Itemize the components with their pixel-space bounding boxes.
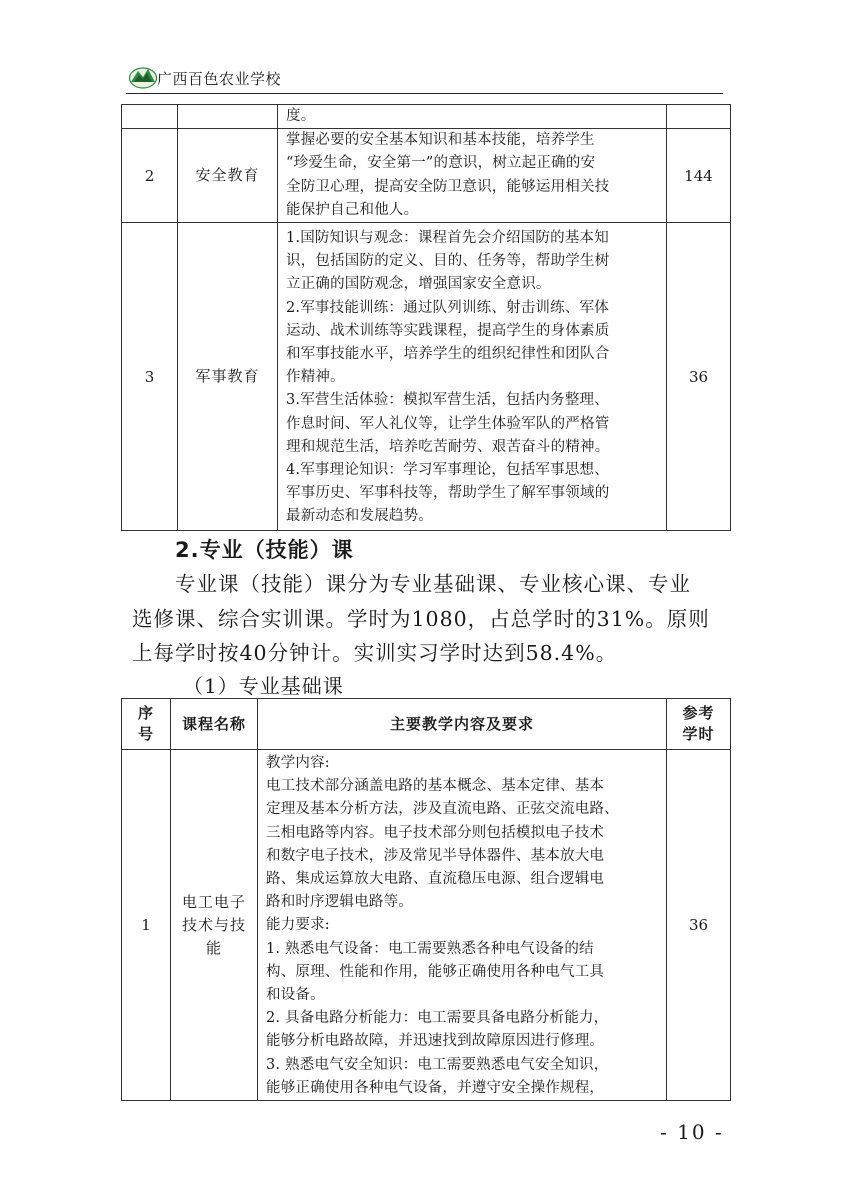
table-row bbox=[122, 129, 731, 223]
school-logo-icon bbox=[128, 61, 158, 91]
content-line: 三相电路等内容。电子技术部分则包括模拟电子技术 bbox=[266, 824, 605, 841]
content-line: 4.军事理论知识：学习军事理论，包括军事思想、 bbox=[286, 462, 609, 479]
content-line: 全防卫心理，提高安全防卫意识，能够运用相关技 bbox=[286, 178, 610, 195]
paragraph-line: 上每学时按40分钟计。实训实习学时达到58.4%。 bbox=[132, 641, 618, 665]
content-line: “珍爱生命，安全第一”的意识，树立起正确的安 bbox=[286, 155, 596, 172]
content-line: 构、原理、性能和作用，能够正确使用各种电气工具 bbox=[266, 963, 605, 980]
row-number bbox=[122, 105, 178, 129]
content-line: 能力要求: bbox=[266, 917, 330, 934]
course-hours: 36 bbox=[667, 750, 731, 1101]
section-paragraph bbox=[132, 567, 722, 671]
content-line: 和数字电子技术，涉及常见半导体器件、基本放大电 bbox=[266, 847, 605, 864]
header-number: 序 号 bbox=[122, 699, 171, 750]
page-number: - 10 - bbox=[660, 1120, 724, 1144]
course-hours: 36 bbox=[667, 223, 731, 531]
content-line: 和设备。 bbox=[266, 987, 325, 1004]
course-content bbox=[278, 105, 667, 129]
table-row bbox=[122, 750, 731, 1101]
content-line: 作息时间、军人礼仪等，让学生体验军队的严格管 bbox=[286, 415, 610, 432]
content-line: 3. 熟悉电气安全知识：电工需要熟悉电气安全知识， bbox=[266, 1056, 609, 1073]
content-line: 最新动态和发展趋势。 bbox=[286, 508, 433, 525]
header-content: 主要教学内容及要求 bbox=[258, 699, 667, 750]
course-hours bbox=[667, 105, 731, 129]
content-line: 定理及基本分析方法，涉及直流电路、正弦交流电路、 bbox=[266, 801, 619, 818]
table-public-courses bbox=[121, 104, 731, 531]
content-line: 理和规范生活，培养吃苦耐劳、艰苦奋斗的精神。 bbox=[286, 438, 610, 455]
content-line: 掌握必要的安全基本知识和基本技能，培养学生 bbox=[286, 132, 595, 149]
content-line: 作精神。 bbox=[286, 369, 345, 386]
paragraph-line: 专业课（技能）课分为专业基础课、专业核心课、专业 bbox=[175, 572, 691, 596]
content-line: 识，包括国防的定义、目的、任务等，帮助学生树 bbox=[286, 253, 610, 270]
table-basic-courses bbox=[121, 698, 731, 1101]
section-title: 2.专业（技能）课 bbox=[175, 538, 354, 562]
course-name: 安全教育 bbox=[178, 129, 278, 223]
course-content bbox=[258, 750, 667, 1101]
content-line: 能保护自己和他人。 bbox=[286, 201, 419, 218]
table-header-row bbox=[122, 699, 731, 750]
school-name: 广西百色农业学校 bbox=[157, 70, 282, 88]
table-row bbox=[122, 105, 731, 129]
content-line: 军事历史、军事科技等，帮助学生了解军事领域的 bbox=[286, 485, 610, 502]
course-hours: 144 bbox=[667, 129, 731, 223]
paragraph-line: 选修课、综合实训课。学时为1080，占总学时的31%。原则 bbox=[132, 606, 710, 631]
content-line: 能够正确使用各种电气设备，并遵守安全操作规程， bbox=[266, 1079, 605, 1096]
content-line: 电工技术部分涵盖电路的基本概念、基本定律、基本 bbox=[266, 778, 605, 795]
subsection-title: （1）专业基础课 bbox=[183, 674, 344, 698]
course-name: 电工电子 技术与技 能 bbox=[171, 750, 258, 1101]
content-line: 教学内容: bbox=[266, 755, 330, 771]
course-content bbox=[278, 129, 667, 223]
row-number: 1 bbox=[122, 750, 171, 1101]
course-content bbox=[278, 223, 667, 531]
content-line: 运动、战术训练等实践课程，提高学生的身体素质 bbox=[286, 322, 610, 339]
content-line: 和军事技能水平，培养学生的组织纪律性和团队合 bbox=[286, 346, 610, 363]
row-number: 2 bbox=[122, 129, 178, 223]
header-rule bbox=[126, 93, 723, 94]
content-line: 2. 具备电路分析能力：电工需要具备电路分析能力， bbox=[266, 1010, 609, 1027]
course-name bbox=[178, 105, 278, 129]
table-row bbox=[122, 223, 731, 531]
row-number: 3 bbox=[122, 223, 178, 531]
content-line: 3.军营生活体验：模拟军营生活，包括内务整理、 bbox=[286, 392, 609, 409]
content-line: 1.国防知识与观念：课程首先会介绍国防的基本知 bbox=[286, 230, 609, 247]
course-name: 军事教育 bbox=[178, 223, 278, 531]
header-course-name: 课程名称 bbox=[171, 699, 258, 750]
content-line: 2.军事技能训练：通过队列训练、射击训练、军体 bbox=[286, 299, 609, 316]
page-header bbox=[126, 60, 723, 94]
content-line: 立正确的国防观念，增强国家安全意识。 bbox=[286, 276, 551, 293]
header-hours: 参考 学时 bbox=[667, 699, 731, 750]
content-line: 能够分析电路故障，并迅速找到故障原因进行修理。 bbox=[266, 1033, 605, 1050]
content-line: 路和时序逻辑电路等。 bbox=[266, 894, 413, 911]
content-line: 度。 bbox=[286, 108, 316, 124]
content-line: 路、集成运算放大电路、直流稳压电源、组合逻辑电 bbox=[266, 871, 605, 888]
content-line: 1. 熟悉电气设备：电工需要熟悉各种电气设备的结 bbox=[266, 940, 594, 957]
